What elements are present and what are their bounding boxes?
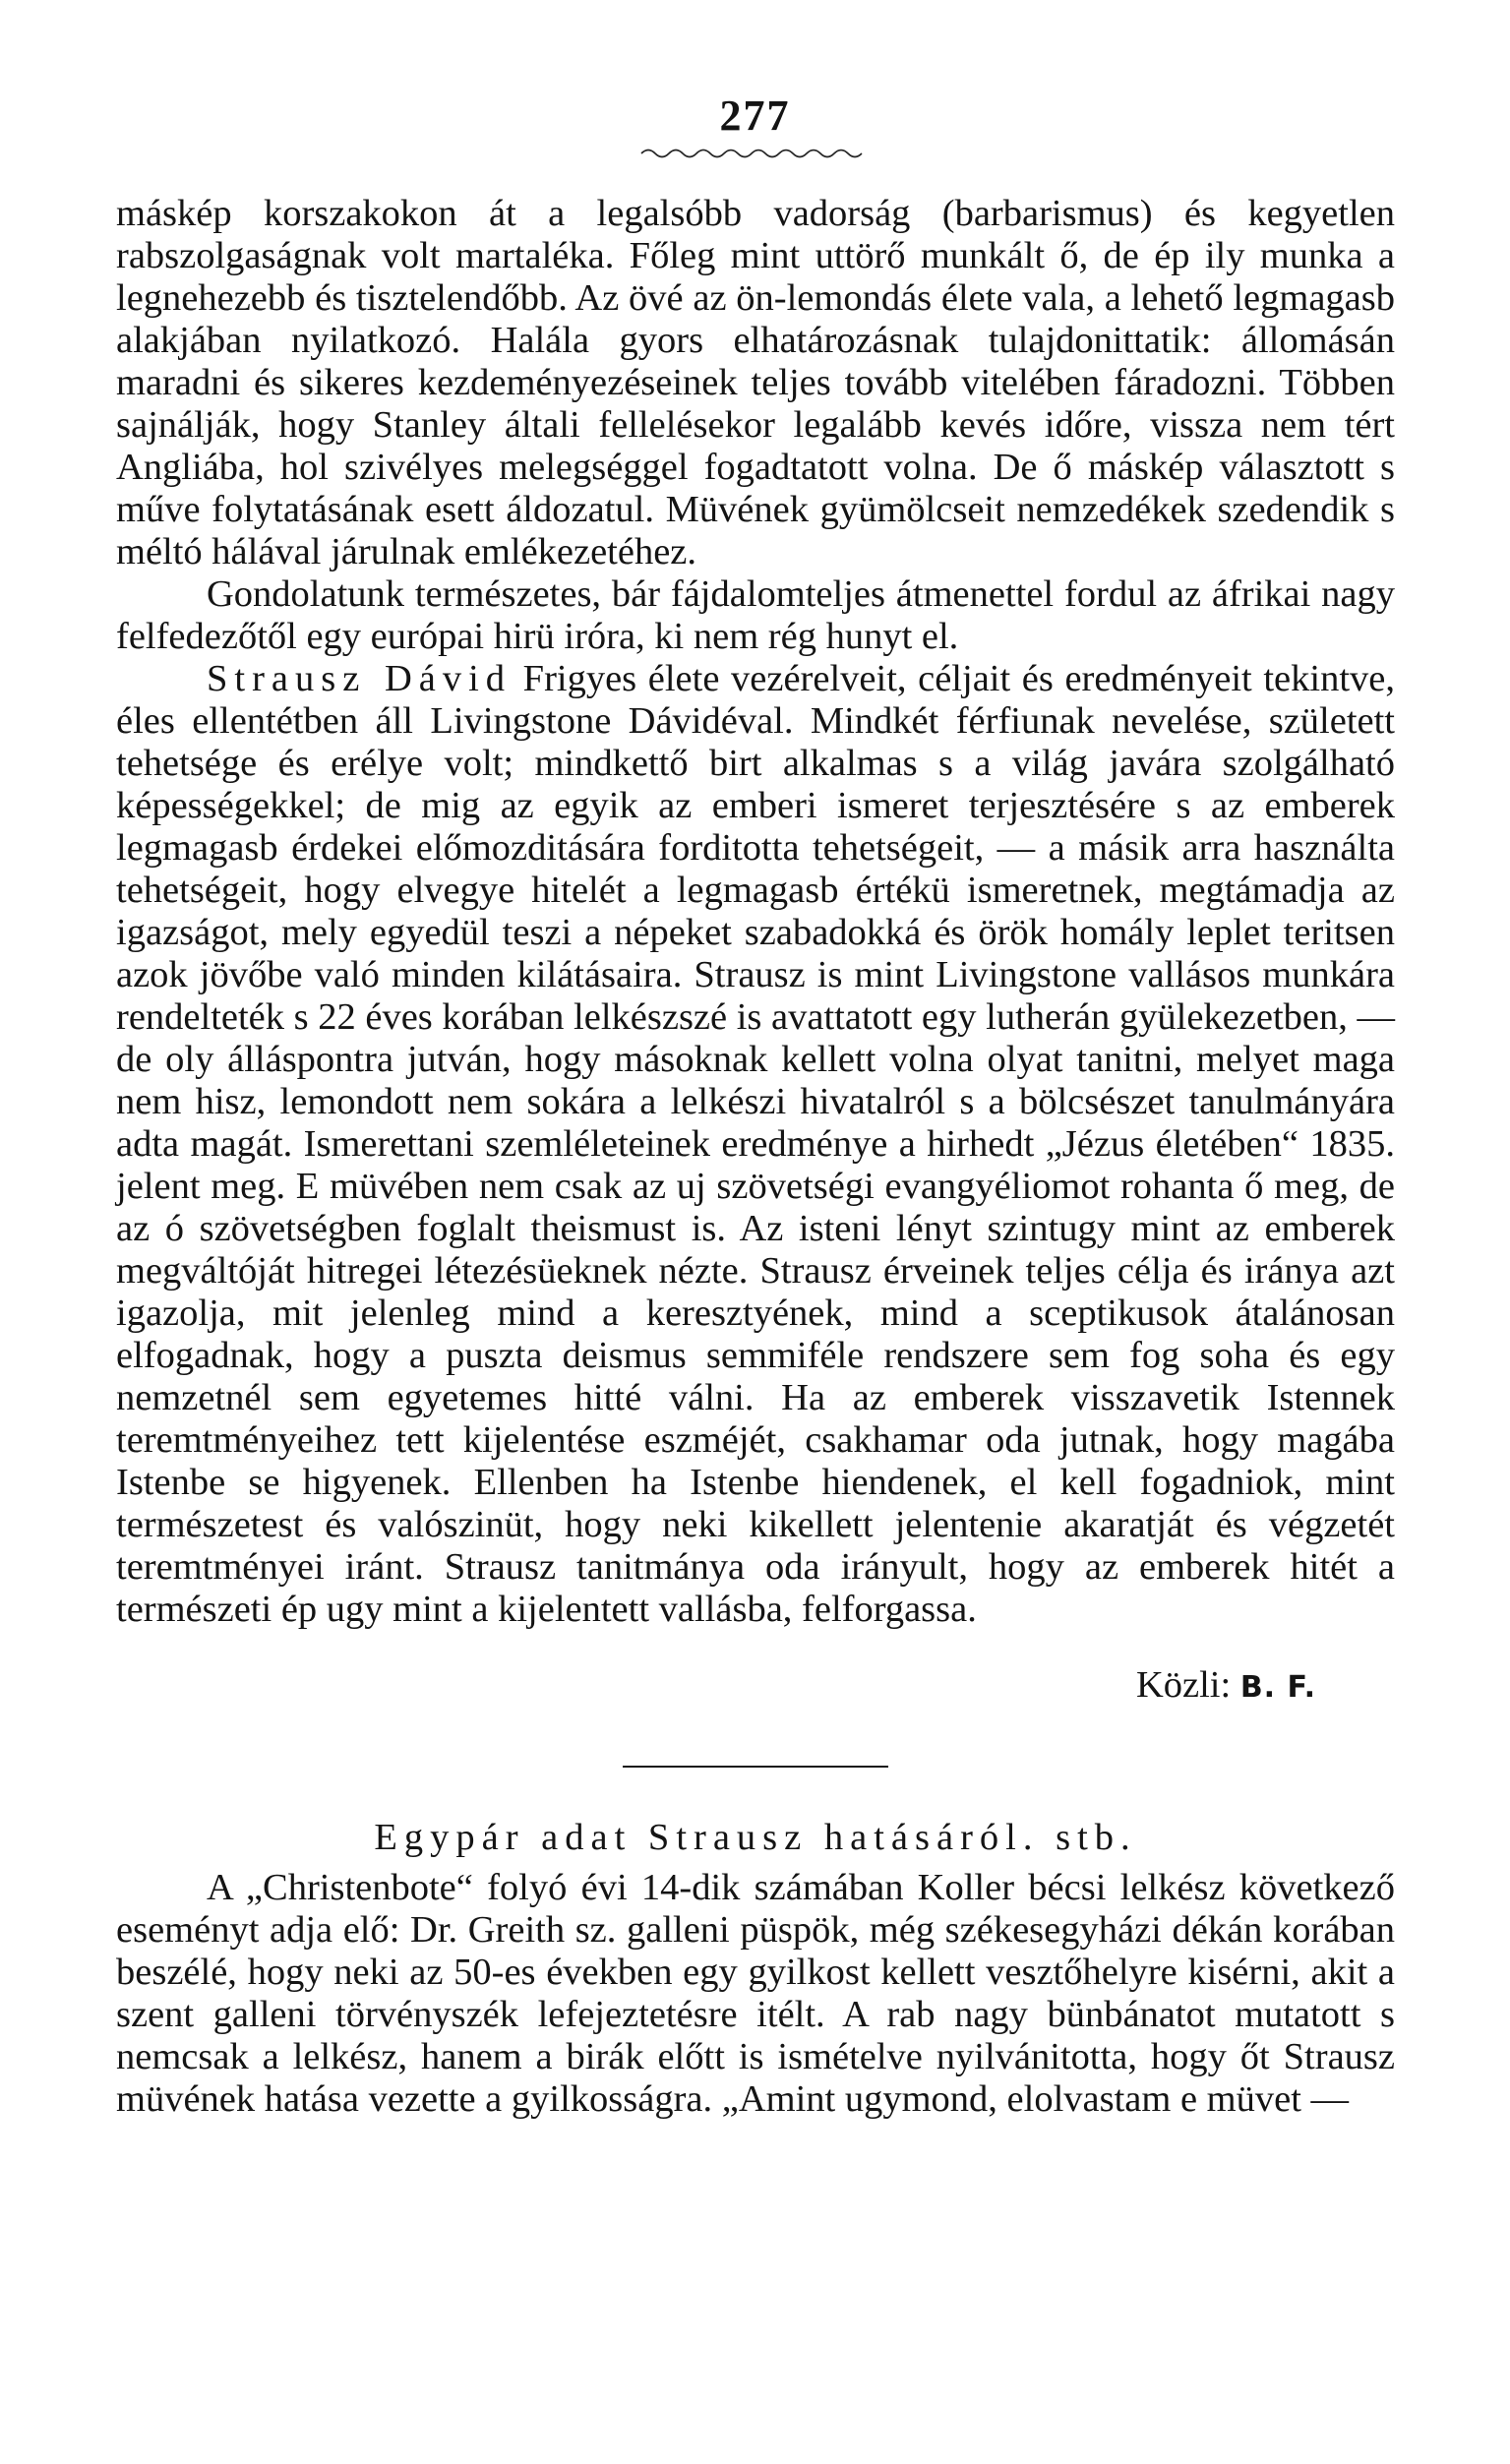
section-paragraph: A „Christenbote“ folyó évi 14-dik számában Koller bécsi lelkész következő eseményt adja elő: Dr. Greith sz. galleni püspök, még székesegyházi dékán korában beszélé, hogy neki az 50-es években egy gyilkost kellett vesztőhelyre kisérni, akit a szent galleni törvényszék lefejeztetésre itélt. A rab nagy bünbánatot mutatott s nemcsak a lelkész, hanem a birák előtt is ismételve nyilvánitotta, hogy őt Strausz müvének hatása vezette a gyilkosságra. „Amint ugymond, elolvastam e müvet — [116,1867,1395,2120]
section-divider [623,1766,888,1768]
signature-initials: B. F. [1239,1670,1316,1705]
strauss-name: Strausz Dávid [207,658,513,699]
page-number: 277 [719,91,791,140]
strauss-text: Frigyes élete vezérelveit, céljait és eredményeit tekintve, éles ellentétben áll Livingstone Dávidéval. Mindkét férfiunak nevelése, született tehetsége és erélye volt; mindkettő birt alkalmas s a világ javára szolgálható képességekkel; de mig az egyik az emberi ismeret terjesztésére s az emberek legmagasb érdekei előmozditására forditotta tehetségeit, — a másik arra használta tehetségeit, hogy elvegye hitelét a legmagasb értékü ismeretnek, megtámadja az igazságot, mely egyedül teszi a népeket szabadokká és örök homály leplet teritsen azok jövőbe való minden kilátásaira. Strausz is mint Livingstone vallásos munkára rendelteték s 22 éves korában lelkészszé is avattatott egy lutherán gyülekezetben, — de oly álláspontra jutván, hogy másoknak kellett volna olyat tanitni, melyet maga nem hisz, lemondott nem sokára a lelkészi hivatalról s a bölcsészet tanulmányára adta magát. Ismerettani szemléleteinek eredménye a hirhedt „Jézus életében“ 1835. jelent meg. E müvében nem csak az uj szövetségi evangyéliomot rohanta ő meg, de az ó szövetségben foglalt theismust is. Az isteni lényt szintugy mint az emberek megváltóját hitregei létezésüeknek nézte. Strausz érveinek teljes célja és iránya azt igazolja, mit jelenleg mind a keresztyének, mind a sceptikusok átalánosan elfogadnak, hogy a puszta deismus semmiféle rendszere sem fog soha és egy nemzetnél sem egyetemes hitté válni. Ha az emberek visszavetik Istennek teremtményeihez tett kijelentése eszméjét, csakhamar oda jutnak, hogy magába Istenbe se higyenek. Ellenben ha Istenbe hiendenek, el kell fogadniok, mint természetest és valószinüt, hogy neki kikellett jelentenie akaratját és végzetét teremtményei iránt. Strausz tanitmánya oda irányult, hogy az emberek hitét a természeti ép ugy mint a kijelentett vallásba, felforgassa. [116,658,1395,1630]
signature-prefix: Közli: [1135,1664,1232,1706]
wavy-ornament [639,146,866,167]
paragraph-transition: Gondolatunk természetes, bár fájdalomteljes átmenettel fordul az áfrikai nagy felfedezőtől egy európai hirü iróra, ki nem rég hunyt el. [116,573,1395,657]
section-title: Egypár adat Strausz hatásáról. stb. [374,1817,1137,1858]
paragraph-strauss [116,658,1395,1631]
paragraph-livingstone: máskép korszakokon át a legalsóbb vadorság (barbarismus) és kegyetlen rabszolgaságnak volt martaléka. Főleg mint uttörő munkált ő, de ép ily munka a legnehezebb és tisztelendőbb. Az övé az ön-lemondás élete vala, a lehető legmagasb alakjában nyilatkozó. Halála gyors elhatározásnak tulajdonittatik: állomásán maradni és sikeres kezdeményezéseinek teljes tovább vitelében fáradozni. Többen sajnálják, hogy Stanley általi fellelésekor legalább kevés időre, vissza nem tért Angliába, hol szivélyes melegséggel fogadtatott volna. De ő máskép választott s műve folytatásának esett áldozatul. Müvének gyümölcseit nemzedékek szedendik s méltó hálával járulnak emlékezetéhez. [116,193,1395,572]
signature [116,1664,1395,1709]
page-body [116,193,1395,2121]
